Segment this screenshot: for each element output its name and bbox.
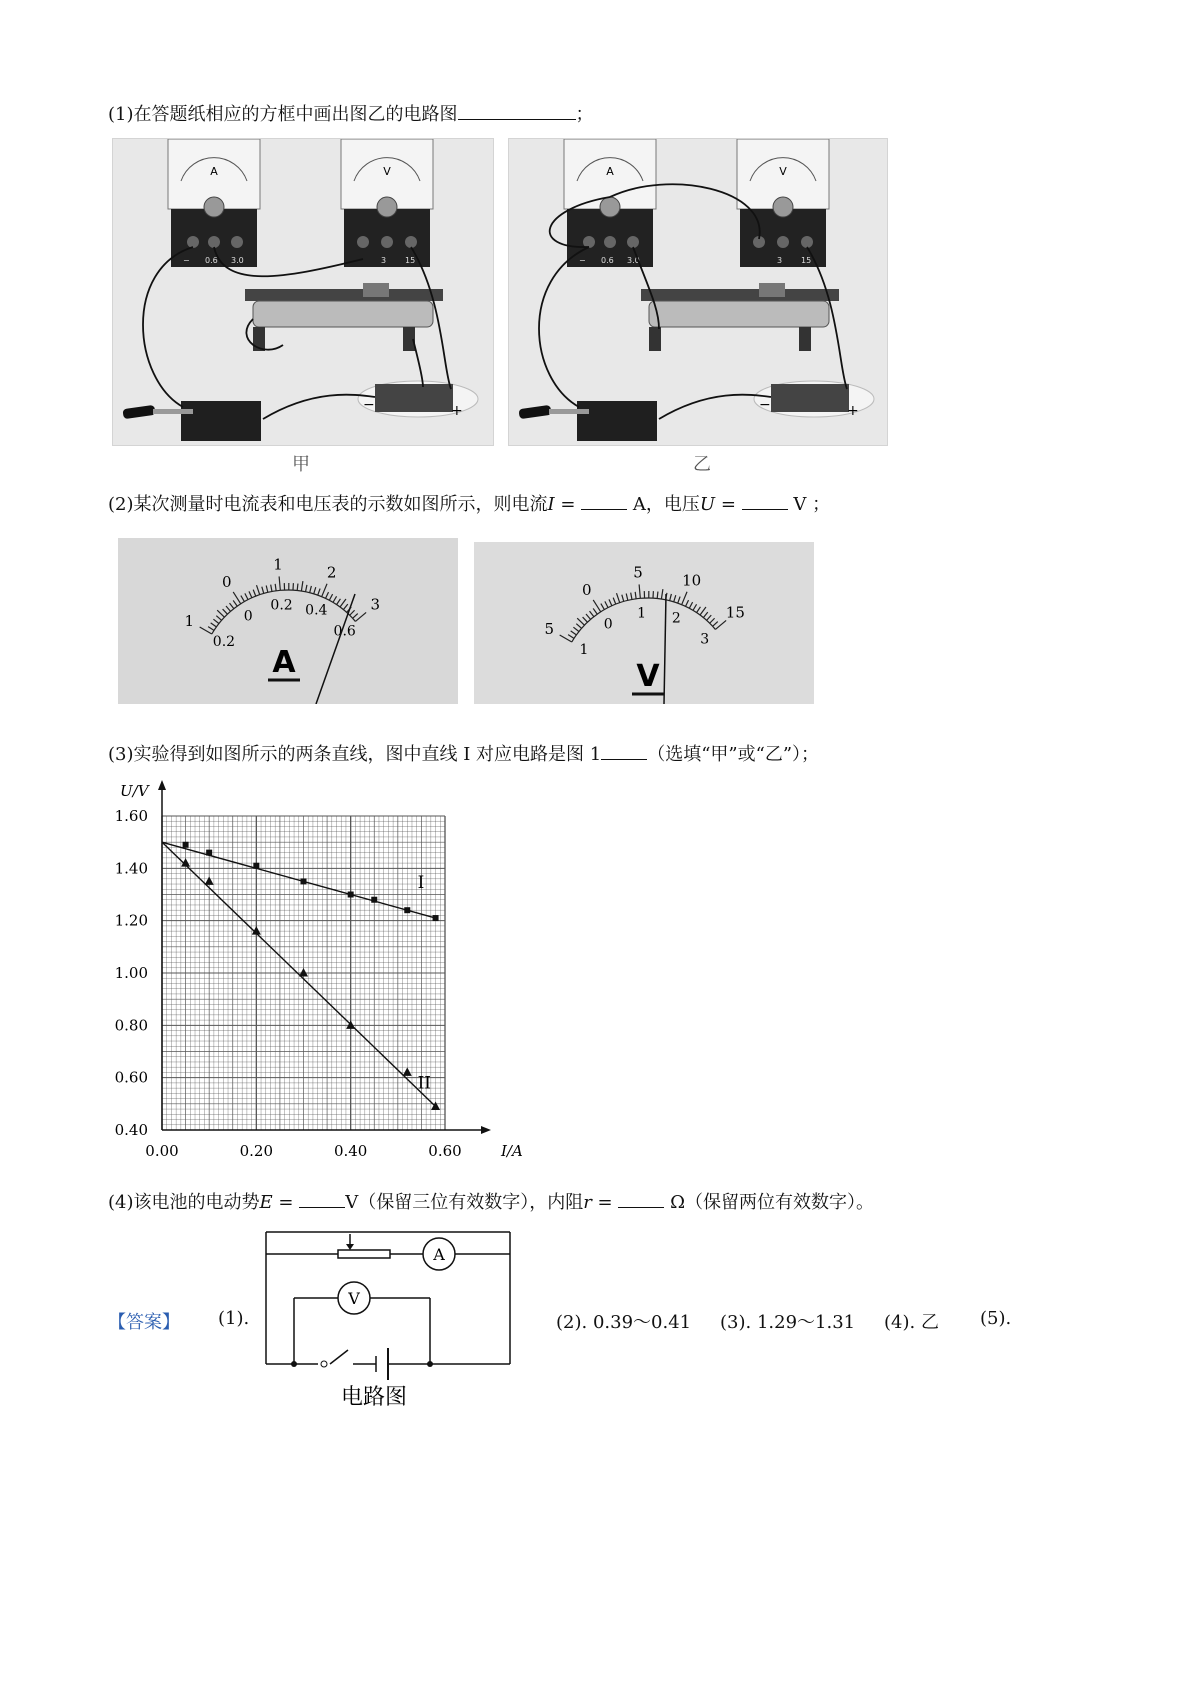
answer-blank[interactable] [458,103,576,120]
data-point [371,897,377,903]
ammeter-dial-letter: A [272,645,296,680]
photo-caption-jia: 甲 [292,454,310,475]
meter-readings [118,538,818,704]
equals-sign: = [720,494,736,515]
data-point [206,850,212,856]
circuit-photo-jia [112,138,494,446]
ammeter-face-letter: A [606,165,614,178]
data-point [404,907,410,913]
ammeter-inner-label: 0.4 [305,602,328,619]
voltmeter-terminal-15: 15 [405,256,416,265]
ammeter-inner-label: 0 [243,608,253,625]
voltmeter-symbol-letter: V [348,1289,360,1308]
x-tick-label: 0.00 [145,1142,179,1160]
voltmeter-inner-label: 1 [637,605,647,622]
ammeter-terminal-06: 0.6 [205,256,218,265]
voltmeter-outer-label: 5 [544,620,555,638]
voltmeter-inner-label: 1 [579,642,589,658]
voltmeter-outer-label: 5 [633,563,643,582]
ammeter-outer-label: 1 [184,612,195,630]
equals-sign: = [560,494,576,515]
answer-circuit-diagram [258,1222,528,1412]
photo-caption-yi: 乙 [693,454,711,475]
voltmeter-device [341,139,433,267]
data-point [299,968,308,977]
rheostat-symbol [338,1250,390,1258]
voltmeter-inner-label: 2 [671,610,681,627]
resistance-unit-text: Ω（保留两位有效数字）。 [670,1192,875,1213]
x-axis-label: I/A [501,1142,523,1160]
data-point [301,878,307,884]
ammeter-face-letter: A [210,165,218,178]
voltmeter-terminal-15: 15 [801,256,812,265]
ammeter-terminal-30: 3.0 [627,256,640,265]
y-tick-label: 0.40 [114,1121,148,1139]
answer-label: 【答案】 [108,1312,180,1333]
battery-plus-label: + [847,403,859,419]
question-2-text: (2)某次测量时电流表和电压表的示数如图所示，则电流 [108,494,548,515]
question-2 [108,490,830,516]
data-point [183,842,189,848]
ammeter-inner-label: 0.2 [270,597,293,614]
question-1-text: (1)在答题纸相应的方框中画出图乙的电路图 [108,104,458,125]
x-tick-label: 0.60 [428,1142,462,1160]
ammeter-terminal-minus: − [579,256,586,265]
battery-plus-label: + [451,403,463,419]
voltmeter-face-letter: V [779,165,787,178]
battery-minus-label: − [363,397,375,413]
data-point [403,1067,412,1076]
answer-part-3: (3). 1.29～1.31 [720,1312,856,1333]
current-symbol: I [547,494,555,515]
emf-symbol: E [259,1192,273,1213]
emf-unit-text: V（保留三位有效数字），内阻 [345,1192,584,1213]
question-3 [108,740,819,766]
ammeter-device [564,139,656,267]
answer-part-1: (1). [218,1308,250,1329]
resistance-blank[interactable] [618,1191,664,1208]
question-4-text: (4)该电池的电动势 [108,1192,260,1213]
y-tick-label: 1.20 [114,911,148,930]
x-tick-label: 0.40 [333,1142,368,1160]
voltmeter-inner-label: 0 [603,616,613,633]
data-point [205,876,214,885]
y-tick-label: 1.40 [114,859,148,878]
ammeter-outer-label: 2 [326,563,337,582]
resistance-symbol: r [583,1192,592,1213]
voltmeter-dial-letter: V [636,659,660,694]
data-point [433,915,439,921]
y-tick-label: 0.80 [114,1016,148,1035]
ammeter-inner-label: 0.2 [212,634,236,650]
ammeter-terminal-30: 3.0 [231,256,244,265]
y-axis-label: U/V [120,782,149,800]
circuit-choice-blank[interactable] [601,743,647,760]
ammeter-outer-label: 3 [370,595,381,614]
voltmeter-device [737,139,829,267]
unit-ampere: A [632,494,646,515]
voltmeter-terminal-3: 3 [381,256,387,265]
equals-sign: = [597,1192,613,1213]
question-4 [108,1188,874,1214]
y-tick-label: 1.00 [114,964,148,982]
voltage-blank[interactable] [742,493,788,510]
unit-volt: V [793,494,807,515]
separator-text: ，电压 [645,494,700,515]
question-3-tail: （选填“甲”或“乙”）； [647,744,820,765]
ammeter-outer-label: 0 [221,572,232,591]
data-point [253,863,259,869]
voltmeter-outer-label: 15 [725,603,745,622]
ammeter-tick [297,584,298,591]
circuit-photo-yi [508,138,888,446]
battery-minus-label: − [759,397,771,413]
voltmeter-face-letter: V [383,165,391,178]
circuit-diagram-caption: 电路图 [340,1385,408,1410]
question-1-tail: ； [575,104,594,125]
series-label: II [417,1073,432,1094]
question-2-tail: ； [812,494,831,515]
emf-blank[interactable] [299,1191,345,1208]
answer-part-5: (5). [980,1308,1012,1329]
series-label: I [417,873,425,894]
ammeter-inner-label: 0.6 [333,623,356,640]
data-point [348,892,354,898]
x-tick-label: 0.20 [239,1142,274,1160]
voltmeter-terminal-3: 3 [777,256,783,265]
u-i-chart [100,770,540,1170]
y-tick-label: 1.60 [114,807,148,825]
slider-arrow-icon [346,1244,354,1250]
voltage-symbol: U [699,494,716,515]
voltmeter-inner-label: 3 [700,631,710,648]
ammeter-symbol-letter: A [433,1245,445,1264]
question-1 [108,100,594,126]
answer-part-4: (4). 乙 [884,1312,939,1333]
question-3-text: (3)实验得到如图所示的两条直线，图中直线 I 对应电路是图 1 [108,744,602,765]
voltmeter-outer-label: 0 [581,580,592,599]
ammeter-outer-label: 1 [273,555,283,574]
x-axis-arrow-icon [481,1126,491,1134]
answer-part-2: (2). 0.39～0.41 [556,1312,692,1333]
current-blank[interactable] [581,493,627,510]
voltmeter-tick [657,592,658,599]
ammeter-terminal-06: 0.6 [601,256,614,265]
y-tick-label: 0.60 [114,1068,148,1087]
ammeter-terminal-minus: − [183,256,190,265]
voltmeter-outer-label: 10 [682,571,702,590]
y-axis-arrow-icon [158,780,166,790]
equals-sign: = [278,1192,294,1213]
